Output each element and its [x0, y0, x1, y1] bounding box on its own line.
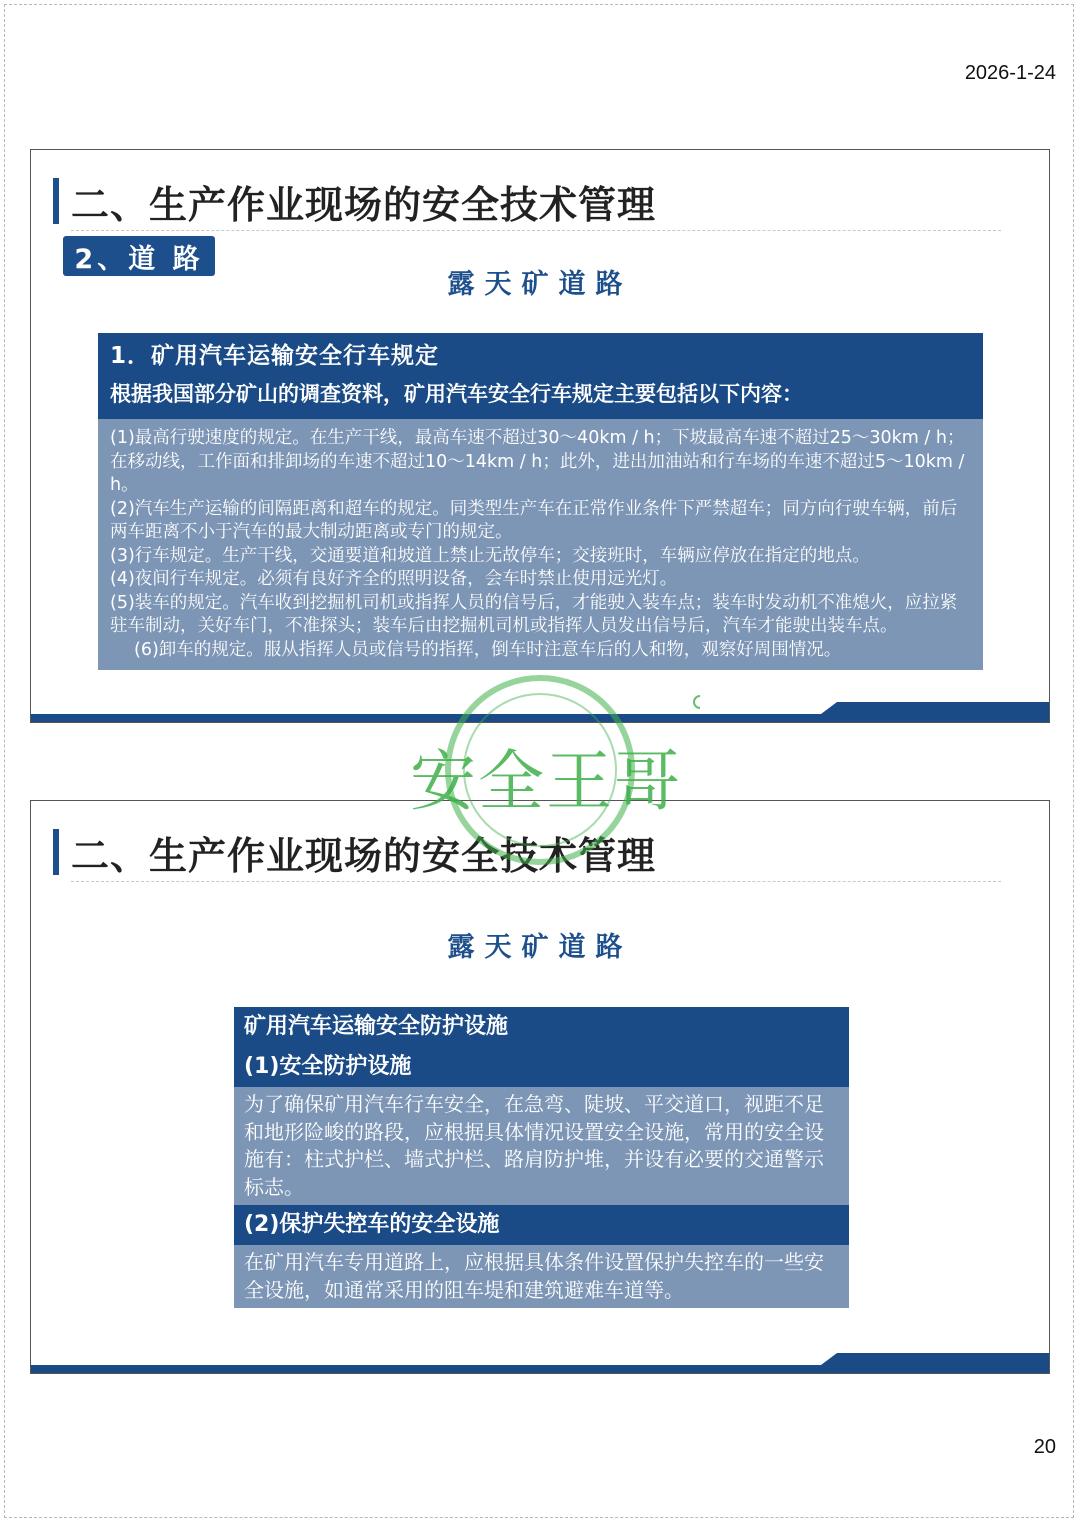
rules-box-header	[98, 333, 983, 419]
slide-title: 二、生产作业现场的安全技术管理	[71, 183, 657, 227]
slide-subtitle: 露天矿道路	[447, 932, 633, 963]
page-date: 2026-1-24	[964, 62, 1056, 84]
slide-2	[30, 800, 1050, 1374]
title-accent-bar	[53, 178, 59, 224]
rule-paragraph: (6)卸车的规定。服从指挥人员或信号的指挥，倒车时注意车后的人和物，观察好周围情况。	[134, 639, 842, 660]
title-divider	[71, 230, 1001, 231]
facilities-section2-text: 在矿用汽车专用道路上，应根据具体条件设置保护失控车的一些安全设施，如通常采用的阻车堤和建筑避难车道等。	[234, 1245, 849, 1308]
facilities-box	[234, 1007, 849, 1308]
rules-box-subheading: 根据我国部分矿山的调查资料，矿用汽车安全行车规定主要包括以下内容：	[110, 382, 803, 406]
facilities-section1-heading: (1)安全防护设施	[234, 1047, 849, 1087]
slide-bottom-band	[31, 1353, 1050, 1373]
facilities-section2-heading: (2)保护失控车的安全设施	[234, 1205, 849, 1245]
rule-paragraph: (4)夜间行车规定。必须有良好齐全的照明设备，会车时禁止使用远光灯。	[110, 569, 678, 589]
page-number: 20	[1033, 1436, 1056, 1458]
slide-bottom-band	[31, 702, 1050, 722]
section-tag: 2、道 路	[63, 236, 215, 276]
rules-box	[98, 333, 983, 670]
facilities-box-heading: 矿用汽车运输安全防护设施	[234, 1007, 849, 1047]
title-accent-bar	[53, 829, 59, 875]
slide-subtitle: 露天矿道路	[447, 269, 633, 300]
rule-paragraph: (5)装车的规定。汽车收到挖掘机司机或指挥人员的信号后，才能驶入装车点；装车时发动机不准熄火，应拉紧驻车制动，关好车门，不准探头；装车后由挖掘机司机或指挥人员发出信号后，汽车才能驶出装车点。	[110, 592, 958, 636]
rules-box-body	[98, 419, 983, 670]
watermark-text: 安全王哥	[410, 743, 682, 820]
slide-title: 二、生产作业现场的安全技术管理	[71, 834, 657, 878]
rule-paragraph: (2)汽车生产运输的间隔距离和超车的规定。同类型生产车在正常作业条件下严禁超车；同方向行驶车辆，前后两车距离不小于汽车的最大制动距离或专门的规定。	[110, 498, 958, 542]
rule-paragraph: (3)行车规定。生产干线，交通要道和坡道上禁止无故停车；交接班时，车辆应停放在指定的地点。	[110, 545, 870, 566]
slide-1	[30, 149, 1050, 723]
rules-box-heading: 1．矿用汽车运输安全行车规定	[110, 343, 440, 369]
facilities-section1-text: 为了确保矿用汽车行车安全，在急弯、陡坡、平交道口，视距不足和地形险峻的路段，应根据具体情况设置安全设施，常用的安全设施有：柱式护栏、墙式护栏、路肩防护堆，并设有必要的交通警示标志。	[234, 1087, 849, 1205]
rule-paragraph: (1)最高行驶速度的规定。在生产干线，最高车速不超过30～40km / h；下坡最高车速不超过25～30km / h；在移动线，工作面和排卸场的车速不超过10～14km / h；此外，进出加油站和行车场的车速不超过5～10km / h。	[110, 428, 965, 495]
title-divider	[71, 881, 1001, 882]
